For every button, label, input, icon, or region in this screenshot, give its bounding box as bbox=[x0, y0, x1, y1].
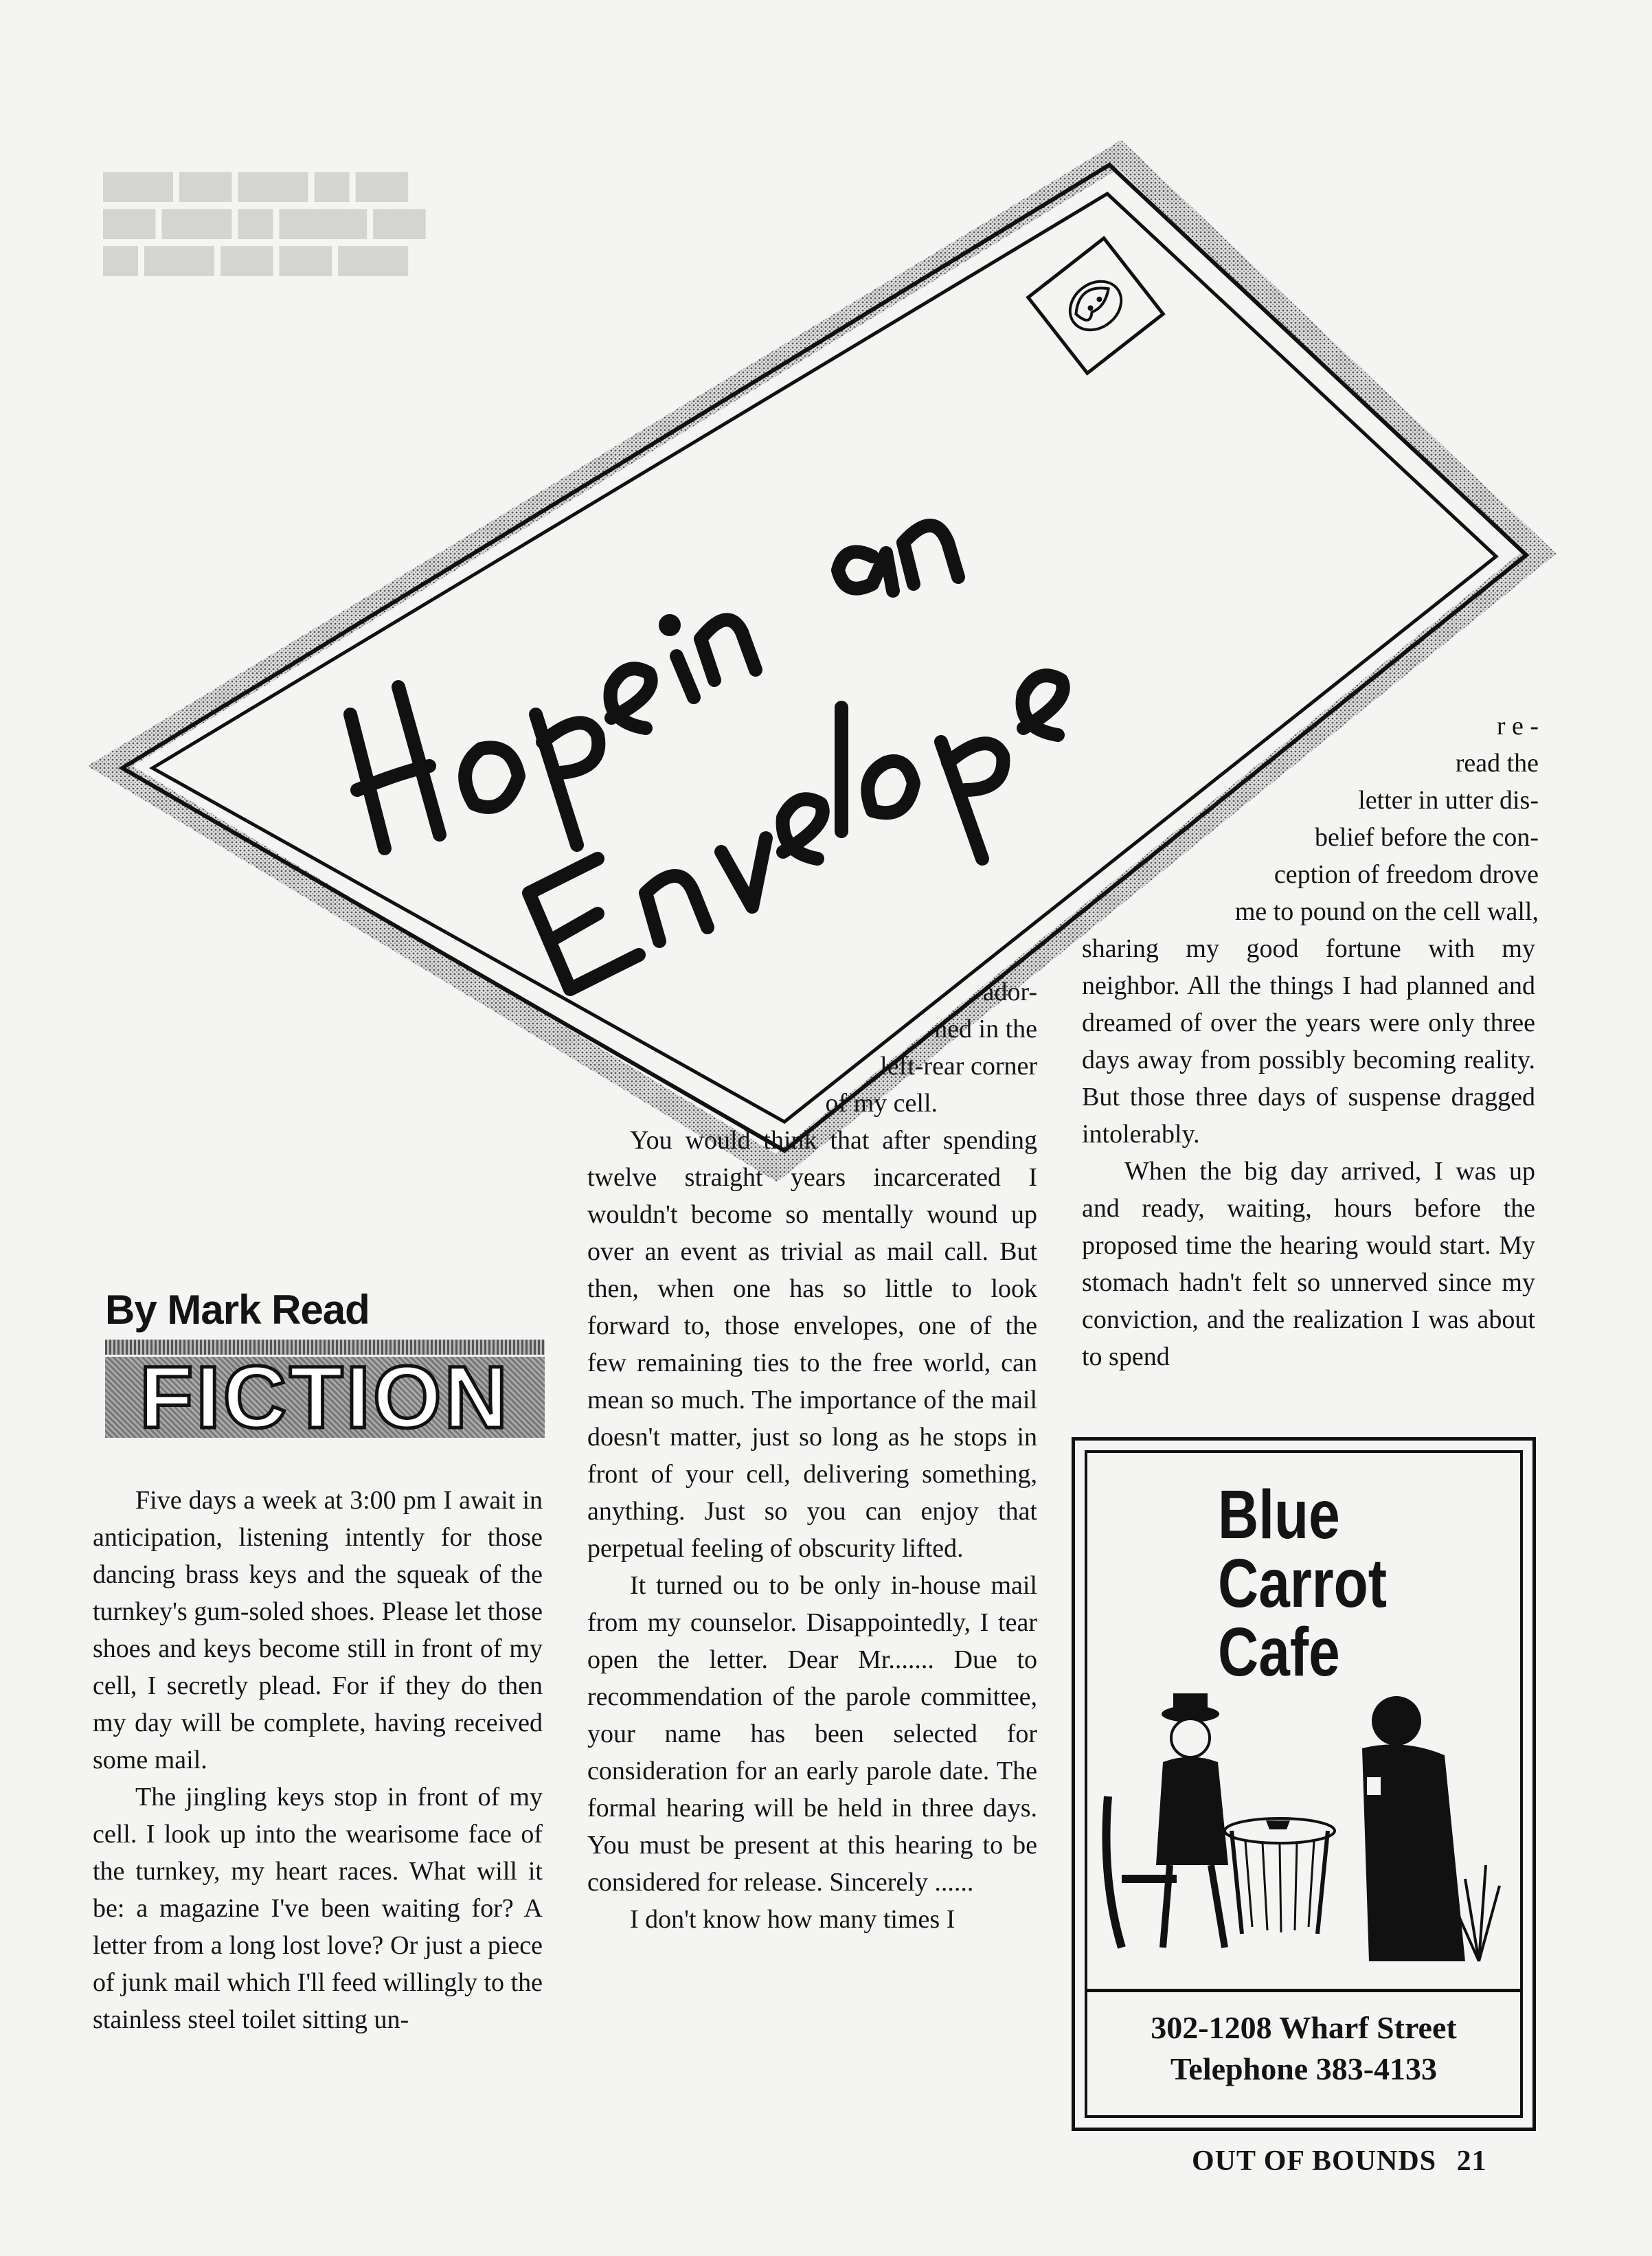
ad-divider bbox=[1087, 1989, 1520, 1992]
paragraph: sharing my good fortune with my neighbor. All the things I had planned and dreamed of over the years were only three days away from possibly becoming reality. But those three days of suspense dragged intolerably. bbox=[1082, 934, 1535, 1149]
page-footer bbox=[1192, 2145, 1487, 2178]
cafe-couple-illustration bbox=[1094, 1673, 1513, 1975]
wrapped-line: ador- bbox=[982, 978, 1037, 1006]
article-column-2 bbox=[587, 1122, 1037, 1938]
ad-business-name bbox=[1218, 1476, 1443, 1691]
section-banner bbox=[105, 1348, 545, 1447]
wrapped-line: left-rear corner bbox=[880, 1052, 1037, 1081]
bleed-through-texture: ████ ███ ████ ██ ███ ███ ████ ██ █████ ███ ██ ████ ███ ███ ████ bbox=[103, 172, 426, 274]
wrapped-line: of my cell. bbox=[825, 1089, 938, 1118]
ad-name-line: Blue bbox=[1218, 1476, 1340, 1553]
paragraph: It turned ou to be only in-house mail from my counselor. Disappointedly, I tear open the letter. Dear Mr....... Due to recommendation of the parole committee, your name has been selected for consideration for an early parole date. The formal hearing will be held in three days. You must be present at this hearing to be considered for release. Sincerely ...... bbox=[587, 1571, 1037, 1897]
paragraph: I don't know how many times I bbox=[630, 1905, 955, 1934]
article-column-1 bbox=[93, 1482, 543, 2038]
wrapped-line: r e - bbox=[1496, 712, 1539, 741]
article-column-2-wrap bbox=[687, 973, 1037, 1122]
ad-inner-frame bbox=[1085, 1450, 1523, 2118]
wrapped-line: letter in utter dis- bbox=[1358, 786, 1539, 815]
ad-name-line: Cafe bbox=[1218, 1614, 1340, 1691]
paragraph: The jingling keys stop in front of my cell. I look up into the wearisome face of the turnkey, my heart races. What will it be: a magazine I've been waiting for? A letter from a long lost love? Or just a piece of junk mail which I'll feed willingly to the stainless steel toilet sitting un- bbox=[93, 1783, 543, 2034]
publication-name: OUT OF BOUNDS bbox=[1192, 2145, 1437, 2177]
page-number: 21 bbox=[1456, 2145, 1487, 2177]
wrapped-line: read the bbox=[1455, 749, 1539, 778]
byline: By Mark Read bbox=[105, 1287, 370, 1333]
wrapped-line: ception of freedom drove bbox=[1274, 860, 1539, 889]
ad-name-line: Carrot bbox=[1218, 1545, 1388, 1622]
ad-phone: Telephone 383-4133 bbox=[1170, 2051, 1438, 2086]
article-column-3 bbox=[1082, 930, 1535, 1375]
advertisement bbox=[1072, 1437, 1536, 2131]
paragraph: Five days a week at 3:00 pm I await in anticipation, listening intently for those dancing brass keys and the squeak of the turnkey's gum-soled shoes. Please let those shoes and keys become still in front of my cell, I secretly plead. For if they do then my day will be complete, having received some mail. bbox=[93, 1486, 543, 1774]
paragraph: When the big day arrived, I was up and ready, waiting, hours before the proposed time the hearing would start. My stomach hadn't felt so unnerved since my conviction, and the realization I was about to spend bbox=[1082, 1157, 1535, 1371]
wrapped-line: ned in the bbox=[934, 1015, 1037, 1044]
wrapped-line: belief before the con- bbox=[1315, 823, 1539, 852]
paragraph: You would think that after spending twelve straight years incarcerated I wouldn't become so mentally wound up over an event as trivial as mail call. But then, when one has so little to look forward to, those envelopes, one of the few remaining ties to the free world, can mean so much. The importance of the mail doesn't matter, just so long as he stops in front of your cell, delivering something, anything. Just so you can enjoy that perpetual feeling of obscurity lifted. bbox=[587, 1126, 1037, 1563]
ad-address: 302-1208 Wharf Street bbox=[1151, 2010, 1457, 2045]
section-label: FICTION bbox=[139, 1348, 510, 1447]
wrapped-line: me to pound on the cell wall, bbox=[1234, 897, 1539, 926]
article-column-3-wrap bbox=[1072, 708, 1539, 930]
